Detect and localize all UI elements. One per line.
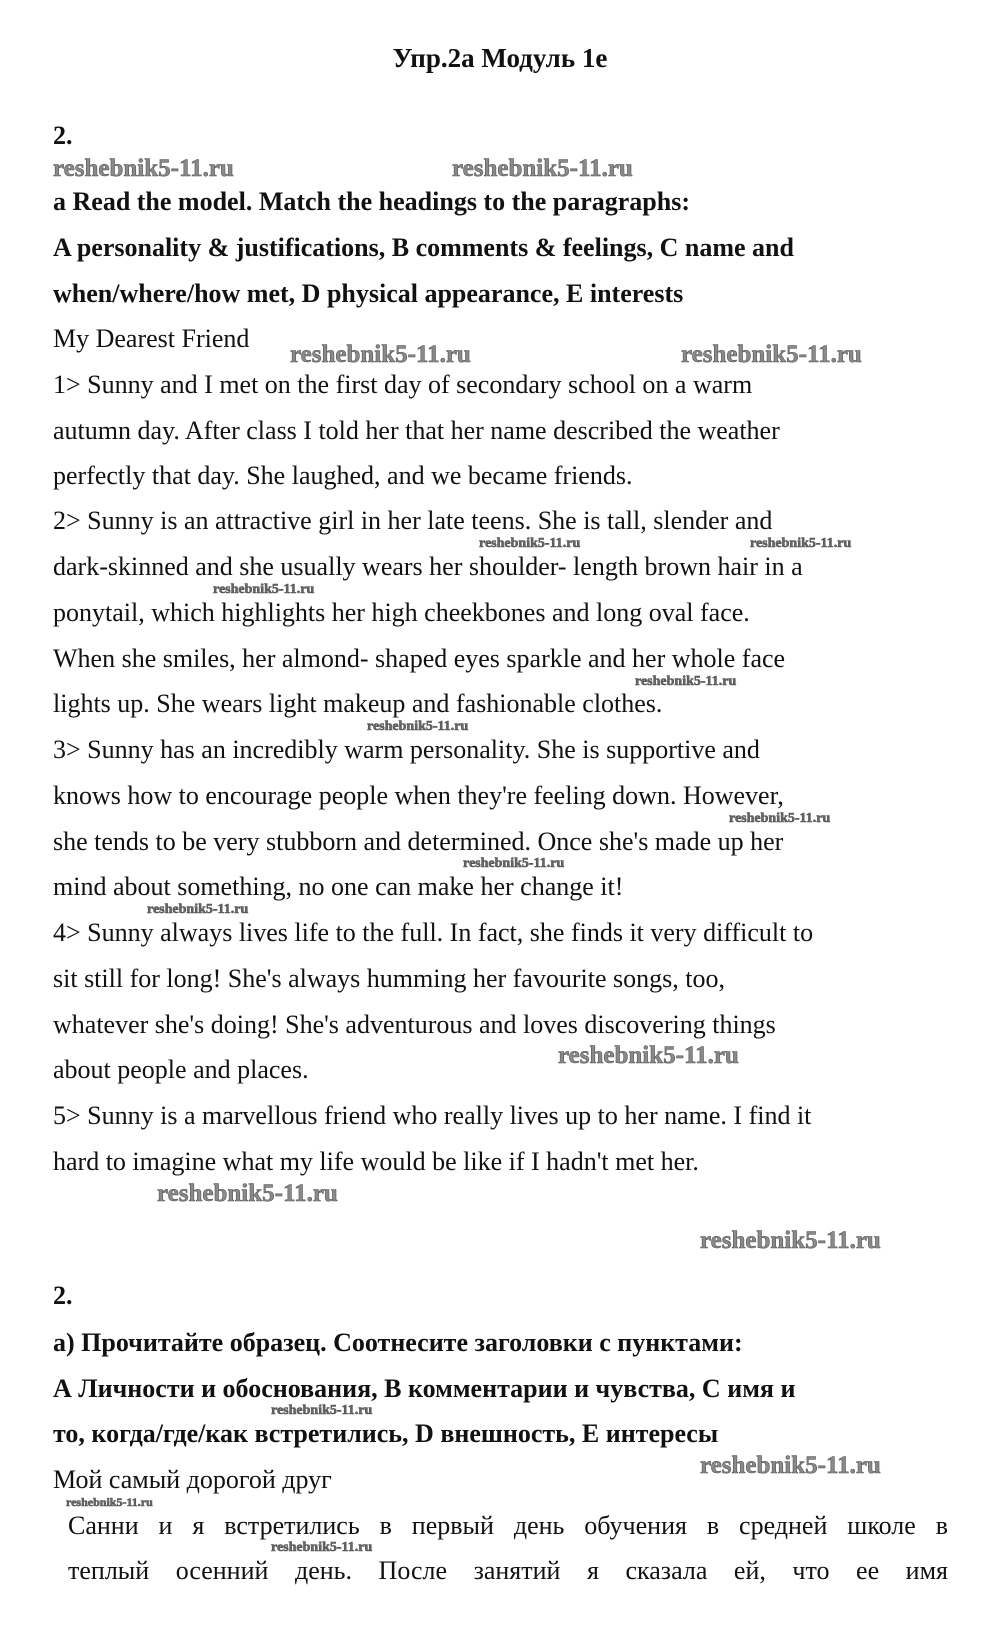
essay-line: about people and places. — [53, 1055, 309, 1084]
instruction-line: a Read the model. Match the headings to the paragraphs: — [53, 187, 690, 216]
essay-line-ru: Санни и я встретились в первый день обучения в средней школе в — [68, 1511, 948, 1540]
essay-line: mind about something, no one can make her change it! — [53, 872, 624, 901]
essay-line: 1> Sunny and I met on the first day of secondary school on a warm — [53, 370, 753, 399]
essay-line: perfectly that day. She laughed, and we became friends. — [53, 461, 633, 490]
page-title: Упр.2a Модуль 1e — [392, 43, 608, 73]
watermark: reshebnik5-11.ru — [147, 902, 249, 917]
watermark: reshebnik5-11.ru — [271, 1403, 373, 1418]
watermark: reshebnik5-11.ru — [367, 719, 469, 734]
watermark: reshebnik5-11.ru — [479, 536, 581, 551]
essay-line: sit still for long! She's always humming her favourite songs, too, — [53, 964, 725, 993]
essay-line: knows how to encourage people when they're feeling down. However, — [53, 781, 784, 810]
instruction-line-ru: А Личности и обоснования, В комментарии и чувства, С имя и — [53, 1374, 796, 1403]
essay-line: ponytail, which highlights her high cheekbones and long oval face. — [53, 598, 750, 627]
watermark: reshebnik5-11.ru — [213, 582, 315, 597]
essay-line: she tends to be very stubborn and determined. Once she's made up her — [53, 827, 784, 856]
exercise-number-ru: 2. — [53, 1281, 73, 1310]
watermark: reshebnik5-11.ru — [463, 856, 565, 871]
watermark: reshebnik5-11.ru — [681, 341, 862, 368]
watermark: reshebnik5-11.ru — [700, 1227, 881, 1254]
instruction-line-ru: то, когда/где/как встретились, D внешность, Е интересы — [53, 1419, 719, 1448]
essay-line: 3> Sunny has an incredibly warm personality. She is supportive and — [53, 735, 760, 764]
essay-title-ru: Мой самый дорогой друг — [53, 1465, 332, 1494]
watermark: reshebnik5-11.ru — [558, 1042, 739, 1069]
essay-line: 5> Sunny is a marvellous friend who really lives up to her name. I find it — [53, 1101, 812, 1130]
essay-line-ru: теплый осенний день. После занятий я сказала ей, что ее имя — [68, 1556, 948, 1585]
watermark: reshebnik5-11.ru — [700, 1452, 881, 1479]
essay-title: My Dearest Friend — [53, 324, 250, 353]
instruction-line-ru: а) Прочитайте образец. Соотнесите заголовки с пунктами: — [53, 1328, 743, 1357]
essay-line: hard to imagine what my life would be like if I hadn't met her. — [53, 1147, 699, 1176]
watermark: reshebnik5-11.ru — [271, 1540, 373, 1555]
watermark: reshebnik5-11.ru — [157, 1180, 338, 1207]
watermark: reshebnik5-11.ru — [750, 536, 852, 551]
watermark: reshebnik5-11.ru — [729, 811, 831, 826]
exercise-number: 2. — [53, 121, 73, 150]
essay-line: 4> Sunny always lives life to the full. In fact, she finds it very difficult to — [53, 918, 814, 947]
essay-line: dark-skinned and she usually wears her shoulder- length brown hair in a — [53, 552, 803, 581]
instruction-line: A personality & justifications, B comments & feelings, C name and — [53, 233, 794, 262]
essay-line: lights up. She wears light makeup and fashionable clothes. — [53, 689, 663, 718]
essay-line: When she smiles, her almond- shaped eyes sparkle and her whole face — [53, 644, 786, 673]
watermark: reshebnik5-11.ru — [53, 155, 234, 182]
essay-line: autumn day. After class I told her that her name described the weather — [53, 416, 780, 445]
watermark: reshebnik5-11.ru — [66, 1495, 153, 1509]
instruction-line: when/where/how met, D physical appearance, E interests — [53, 279, 684, 308]
watermark: reshebnik5-11.ru — [635, 674, 737, 689]
watermark: reshebnik5-11.ru — [290, 341, 471, 368]
essay-line: whatever she's doing! She's adventurous and loves discovering things — [53, 1010, 776, 1039]
essay-line: 2> Sunny is an attractive girl in her late teens. She is tall, slender and — [53, 506, 773, 535]
watermark: reshebnik5-11.ru — [452, 155, 633, 182]
